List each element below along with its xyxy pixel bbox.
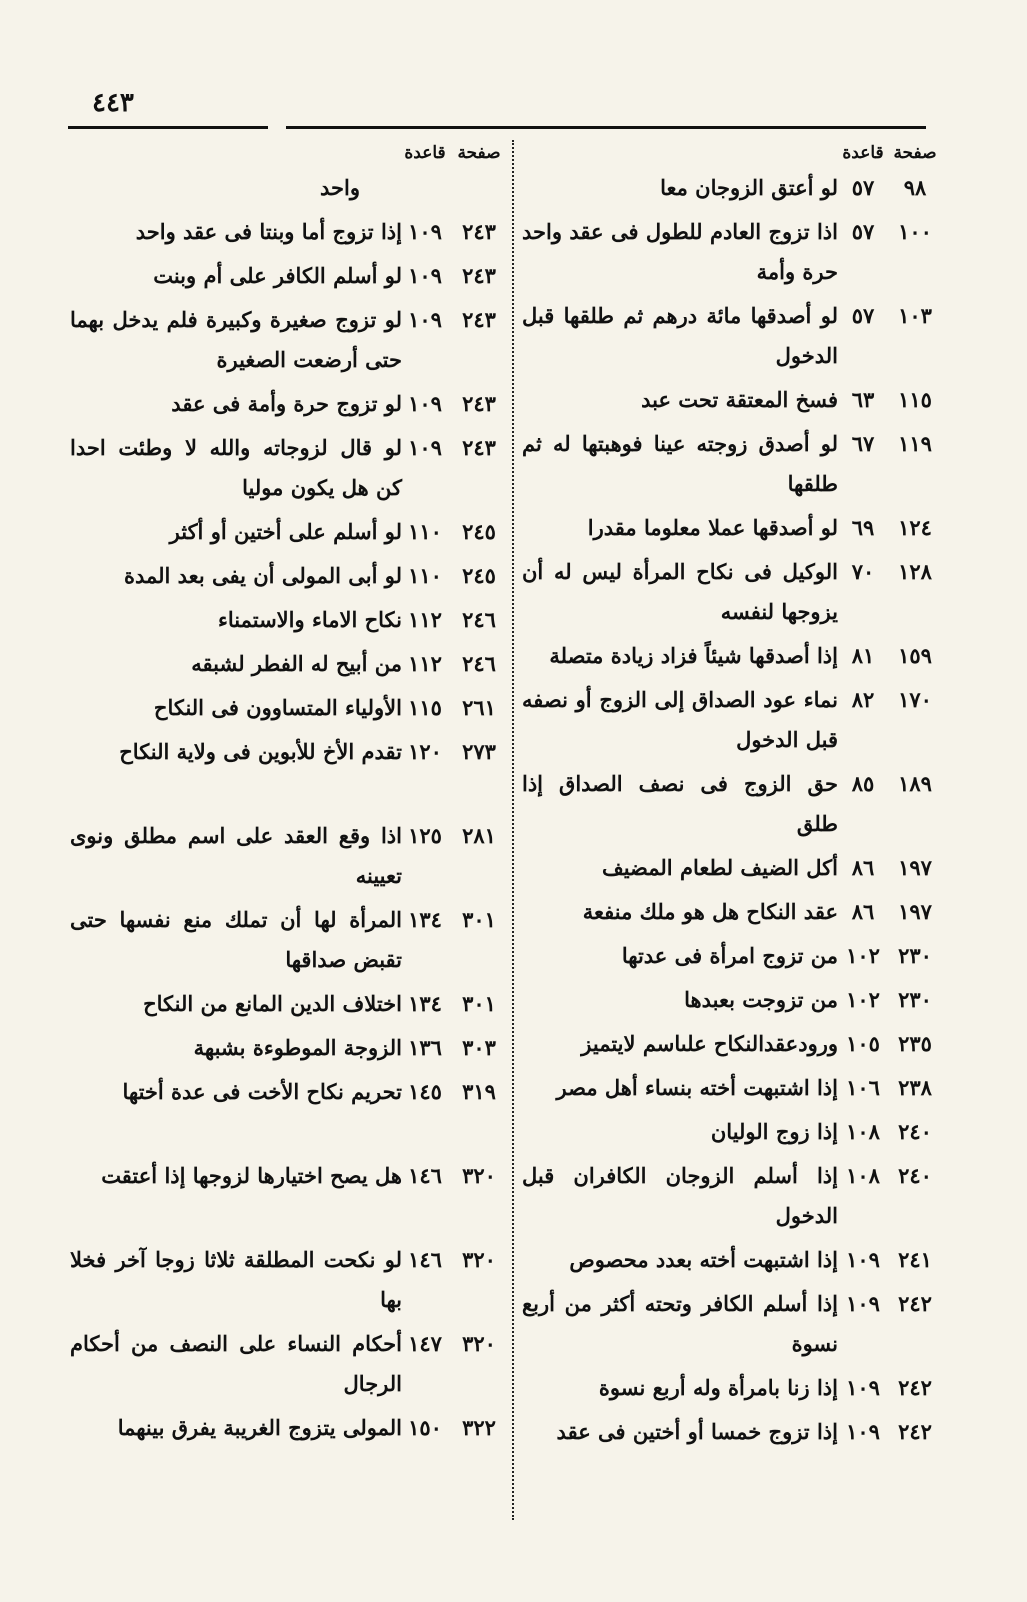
page-header-label: صفحة bbox=[457, 143, 501, 163]
entry-text: أكل الضيف لطعام المضيف bbox=[601, 855, 838, 880]
entry-rule-number: ١٠٢ bbox=[846, 943, 880, 968]
entry-text: إذا زوج الوليان bbox=[710, 1119, 838, 1144]
entry-rule-number: ١١٢ bbox=[408, 607, 442, 632]
entry-rule-number: ٧٠ bbox=[851, 559, 875, 584]
entry-text: لو قال لزوجاته والله لا وطئت احدا كن هل يكون موليا bbox=[70, 435, 402, 500]
entry-text: إذا أسلم الكافر وتحته أكثر من أربع نسوة bbox=[522, 1291, 838, 1356]
entry-page-number: ١٢٤ bbox=[898, 515, 932, 540]
index-entry bbox=[522, 1068, 942, 1112]
rule-header-label: قاعدة bbox=[404, 143, 446, 163]
entry-rule-number: ١٤٦ bbox=[408, 1163, 442, 1188]
entry-rule-number: ٥٧ bbox=[851, 303, 875, 328]
index-entry bbox=[522, 168, 942, 212]
page-number: ٤٤٣ bbox=[92, 88, 134, 118]
index-entry bbox=[70, 1072, 510, 1156]
entry-text: لو أعتق الزوجان معا bbox=[660, 175, 838, 200]
index-entry bbox=[70, 900, 510, 984]
index-entry bbox=[70, 1028, 510, 1072]
index-entry bbox=[70, 556, 510, 600]
entry-text: إذا أسلم الزوجان الكافران قبل الدخول bbox=[522, 1163, 838, 1228]
entry-text: نكاح الاماء والاستمناء bbox=[218, 607, 402, 632]
entry-rule-number: ١٢٥ bbox=[408, 823, 442, 848]
entry-rule-number: ٨١ bbox=[851, 643, 875, 668]
index-entry bbox=[522, 1024, 942, 1068]
header-rule-left bbox=[68, 126, 268, 129]
entry-page-number: ٢٤٦ bbox=[462, 607, 496, 632]
entry-page-number: ٣٢٠ bbox=[462, 1247, 496, 1272]
entry-page-number: ٢٤٠ bbox=[898, 1163, 932, 1188]
entry-text: تحريم نكاح الأخت فى عدة أختها bbox=[122, 1079, 402, 1104]
header-rule-right bbox=[286, 126, 926, 129]
index-entry bbox=[70, 688, 510, 732]
index-entry bbox=[522, 424, 942, 508]
entry-rule-number: ١٢٠ bbox=[408, 739, 442, 764]
index-entry bbox=[522, 892, 942, 936]
left-column-header bbox=[70, 138, 510, 168]
entry-text: لو نكحت المطلقة ثلاثا زوجا آخر فخلا بها bbox=[70, 1247, 402, 1312]
entry-page-number: ١٠٣ bbox=[898, 303, 932, 328]
entry-page-number: ٢٣٥ bbox=[898, 1031, 932, 1056]
entry-page-number: ٢٤٣ bbox=[462, 263, 496, 288]
entry-page-number: ٣١٩ bbox=[462, 1079, 496, 1104]
entry-text: لو أسلم الكافر على أم وبنت bbox=[153, 263, 402, 288]
entry-page-number: ٣٢٠ bbox=[462, 1331, 496, 1356]
entry-text: من أبيح له الفطر لشبقه bbox=[191, 651, 402, 676]
entry-page-number: ٢٤٠ bbox=[898, 1119, 932, 1144]
entry-text: المولى يتزوج الغريبة يفرق بينهما bbox=[117, 1415, 402, 1440]
index-entry bbox=[522, 1284, 942, 1368]
entry-text: إذا زنا بامرأة وله أربع نسوة bbox=[598, 1375, 838, 1400]
entry-page-number: ٢٣٠ bbox=[898, 987, 932, 1012]
entry-page-number: ٢٤٣ bbox=[462, 219, 496, 244]
index-entry bbox=[70, 512, 510, 556]
left-column bbox=[70, 138, 510, 1452]
entry-text: إذا تزوج أما وبنتا فى عقد واحد bbox=[135, 219, 402, 244]
entry-text: الزوجة الموطوءة بشبهة bbox=[193, 1035, 402, 1060]
entry-text: الأولياء المتساوون فى النكاح bbox=[153, 695, 402, 720]
entry-text: لو أصدقها مائة درهم ثم طلقها قبل الدخول bbox=[522, 303, 838, 368]
entry-page-number: ٢٤٦ bbox=[462, 651, 496, 676]
entry-page-number: ٢٤٣ bbox=[462, 307, 496, 332]
entry-page-number: ٣٢٢ bbox=[462, 1415, 496, 1440]
entry-page-number: ٩٨ bbox=[903, 175, 927, 200]
entry-page-number: ٢٧٣ bbox=[462, 739, 496, 764]
index-entry bbox=[522, 508, 942, 552]
entry-text: لو أسلم على أختين أو أكثر bbox=[169, 519, 402, 544]
entry-rule-number: ١١٢ bbox=[408, 651, 442, 676]
entry-page-number: ٢٦١ bbox=[462, 695, 496, 720]
entry-rule-number: ٨٦ bbox=[851, 855, 875, 880]
entry-rule-number: ١٠٩ bbox=[408, 435, 442, 460]
entry-text: إذا اشتبهت أخته بعدد محصوص bbox=[569, 1247, 838, 1272]
index-entry bbox=[70, 600, 510, 644]
entry-page-number: ١٧٠ bbox=[898, 687, 932, 712]
entry-rule-number: ١٠٩ bbox=[846, 1291, 880, 1316]
entry-text: أحكام النساء على النصف من أحكام الرجال bbox=[70, 1331, 402, 1396]
entry-rule-number: ٨٦ bbox=[851, 899, 875, 924]
right-column-header bbox=[522, 138, 942, 168]
index-entry bbox=[70, 644, 510, 688]
index-entry bbox=[522, 380, 942, 424]
entry-text: إذا أصدقها شيئاً فزاد زيادة متصلة bbox=[549, 643, 838, 668]
entry-rule-number: ١٠٨ bbox=[846, 1119, 880, 1144]
index-entry bbox=[522, 1368, 942, 1412]
entry-text: نماء عود الصداق إلى الزوج أو نصفه قبل الدخول bbox=[522, 687, 838, 752]
entry-text: لو أصدقها عملا معلوما مقدرا bbox=[587, 515, 838, 540]
index-entry bbox=[522, 980, 942, 1024]
entry-text: فسخ المعتقة تحت عبد bbox=[641, 387, 838, 412]
right-column bbox=[522, 138, 942, 1456]
entry-rule-number: ١٥٠ bbox=[408, 1415, 442, 1440]
index-entry bbox=[70, 256, 510, 300]
entry-rule-number: ١٠٢ bbox=[846, 987, 880, 1012]
entry-rule-number: ٨٢ bbox=[851, 687, 875, 712]
entry-page-number: ١٩٧ bbox=[898, 855, 932, 880]
entry-page-number: ٣٠٣ bbox=[462, 1035, 496, 1060]
entry-rule-number: ١١٠ bbox=[408, 519, 442, 544]
entry-rule-number: ٥٧ bbox=[851, 219, 875, 244]
entry-rule-number: ١٠٩ bbox=[846, 1247, 880, 1272]
entry-page-number: ٢٤١ bbox=[898, 1247, 932, 1272]
index-entry bbox=[522, 1156, 942, 1240]
right-entries bbox=[522, 168, 942, 1456]
entry-rule-number: ١٠٨ bbox=[846, 1163, 880, 1188]
entry-rule-number: ١٠٩ bbox=[408, 219, 442, 244]
entry-rule-number: ٦٣ bbox=[851, 387, 875, 412]
index-entry bbox=[522, 1112, 942, 1156]
entry-page-number: ٣٠١ bbox=[462, 991, 496, 1016]
index-entry bbox=[70, 984, 510, 1028]
entry-text: إذا اشتبهت أخته بنساء أهل مصر bbox=[556, 1075, 838, 1100]
entry-text: تقدم الأخ للأبوين فى ولاية النكاح bbox=[119, 739, 402, 764]
entry-page-number: ٢٤٢ bbox=[898, 1419, 932, 1444]
entry-text: لو تزوج صغيرة وكبيرة فلم يدخل بهما حتى أرضعت الصغيرة bbox=[70, 307, 402, 372]
index-entry bbox=[70, 428, 510, 512]
entry-text: المرأة لها أن تملك منع نفسها حتى تقبض صداقها bbox=[70, 907, 402, 972]
entry-page-number: ١٩٧ bbox=[898, 899, 932, 924]
page-header-label: صفحة bbox=[893, 143, 937, 163]
entry-text: إذا تزوج خمسا أو أختين فى عقد bbox=[556, 1419, 838, 1444]
entry-page-number: ٣٢٠ bbox=[462, 1163, 496, 1188]
entry-page-number: ٢٤٥ bbox=[462, 563, 496, 588]
entry-page-number: ٢٣٠ bbox=[898, 943, 932, 968]
entry-rule-number: ٦٩ bbox=[851, 515, 875, 540]
entry-text: اختلاف الدين المانع من النكاح bbox=[143, 991, 402, 1016]
entry-rule-number: ١٠٩ bbox=[408, 391, 442, 416]
column-divider bbox=[512, 140, 514, 1520]
index-entry bbox=[522, 936, 942, 980]
entry-rule-number: ٦٧ bbox=[851, 431, 875, 456]
entry-rule-number: ١١٥ bbox=[408, 695, 442, 720]
entry-text: ورودعقدالنكاح علىاسم لايتميز bbox=[581, 1031, 838, 1056]
entry-rule-number: ١٣٤ bbox=[408, 991, 442, 1016]
entry-rule-number: ١٠٩ bbox=[846, 1375, 880, 1400]
index-entry bbox=[70, 1156, 510, 1240]
index-entry bbox=[522, 636, 942, 680]
index-entry bbox=[522, 212, 942, 296]
index-entry bbox=[70, 732, 510, 816]
entry-page-number: ٢٤٣ bbox=[462, 435, 496, 460]
index-entry bbox=[70, 300, 510, 384]
entry-text: عقد النكاح هل هو ملك منفعة bbox=[582, 899, 838, 924]
entry-page-number: ٢٤٥ bbox=[462, 519, 496, 544]
entry-text: لو تزوج حرة وأمة فى عقد bbox=[171, 391, 402, 416]
entry-text: من تزوج امرأة فى عدتها bbox=[621, 943, 838, 968]
entry-text: هل يصح اختيارها لزوجها إذا أعتقت bbox=[101, 1163, 402, 1188]
entry-rule-number: ٨٥ bbox=[851, 771, 875, 796]
continuation-text: واحد bbox=[320, 175, 360, 200]
rule-header-label: قاعدة bbox=[842, 143, 884, 163]
index-entry bbox=[522, 1412, 942, 1456]
entry-page-number: ١٢٨ bbox=[898, 559, 932, 584]
entry-text: لو أصدق زوجته عينا فوهبتها له ثم طلقها bbox=[522, 431, 838, 496]
index-entry bbox=[70, 1240, 510, 1324]
index-entry bbox=[70, 384, 510, 428]
entry-rule-number: ١٠٩ bbox=[846, 1419, 880, 1444]
entry-page-number: ٢٤٢ bbox=[898, 1375, 932, 1400]
entry-text: اذا تزوج العادم للطول فى عقد واحد حرة وأمة bbox=[522, 219, 838, 284]
left-entries bbox=[70, 212, 510, 1452]
index-entry bbox=[522, 552, 942, 636]
entry-rule-number: ١١٠ bbox=[408, 563, 442, 588]
index-entry bbox=[522, 296, 942, 380]
entry-text: اذا وقع العقد على اسم مطلق ونوى تعيينه bbox=[70, 823, 402, 888]
index-entry bbox=[70, 816, 510, 900]
entry-text: من تزوجت بعبدها bbox=[684, 987, 838, 1012]
entry-page-number: ٢٨١ bbox=[462, 823, 496, 848]
entry-page-number: ١٥٩ bbox=[898, 643, 932, 668]
index-entry bbox=[522, 680, 942, 764]
entry-page-number: ٢٣٨ bbox=[898, 1075, 932, 1100]
index-entry bbox=[522, 848, 942, 892]
index-entry bbox=[522, 1240, 942, 1284]
entry-page-number: ٣٠١ bbox=[462, 907, 496, 932]
entry-rule-number: ١٣٤ bbox=[408, 907, 442, 932]
entry-rule-number: ١٣٦ bbox=[408, 1035, 442, 1060]
entry-text: لو أبى المولى أن يفى بعد المدة bbox=[123, 563, 402, 588]
index-entry bbox=[70, 212, 510, 256]
entry-rule-number: ١٤٦ bbox=[408, 1247, 442, 1272]
entry-rule-number: ١٤٧ bbox=[408, 1331, 442, 1356]
index-entry bbox=[70, 1324, 510, 1408]
entry-rule-number: ٥٧ bbox=[851, 175, 875, 200]
entry-rule-number: ١٠٩ bbox=[408, 307, 442, 332]
entry-rule-number: ١٠٩ bbox=[408, 263, 442, 288]
index-entry bbox=[522, 764, 942, 848]
entry-page-number: ١١٥ bbox=[898, 387, 932, 412]
entry-page-number: ٢٤٢ bbox=[898, 1291, 932, 1316]
index-entry bbox=[70, 1408, 510, 1452]
entry-rule-number: ١٠٦ bbox=[846, 1075, 880, 1100]
entry-page-number: ٢٤٣ bbox=[462, 391, 496, 416]
entry-text: الوكيل فى نكاح المرأة ليس له أن يزوجها لنفسه bbox=[522, 559, 838, 624]
entry-page-number: ١٨٩ bbox=[898, 771, 932, 796]
entry-rule-number: ١٤٥ bbox=[408, 1079, 442, 1104]
entry-page-number: ١٠٠ bbox=[898, 219, 932, 244]
entry-page-number: ١١٩ bbox=[898, 431, 932, 456]
entry-rule-number: ١٠٥ bbox=[846, 1031, 880, 1056]
entry-text: حق الزوج فى نصف الصداق إذا طلق bbox=[522, 771, 838, 836]
